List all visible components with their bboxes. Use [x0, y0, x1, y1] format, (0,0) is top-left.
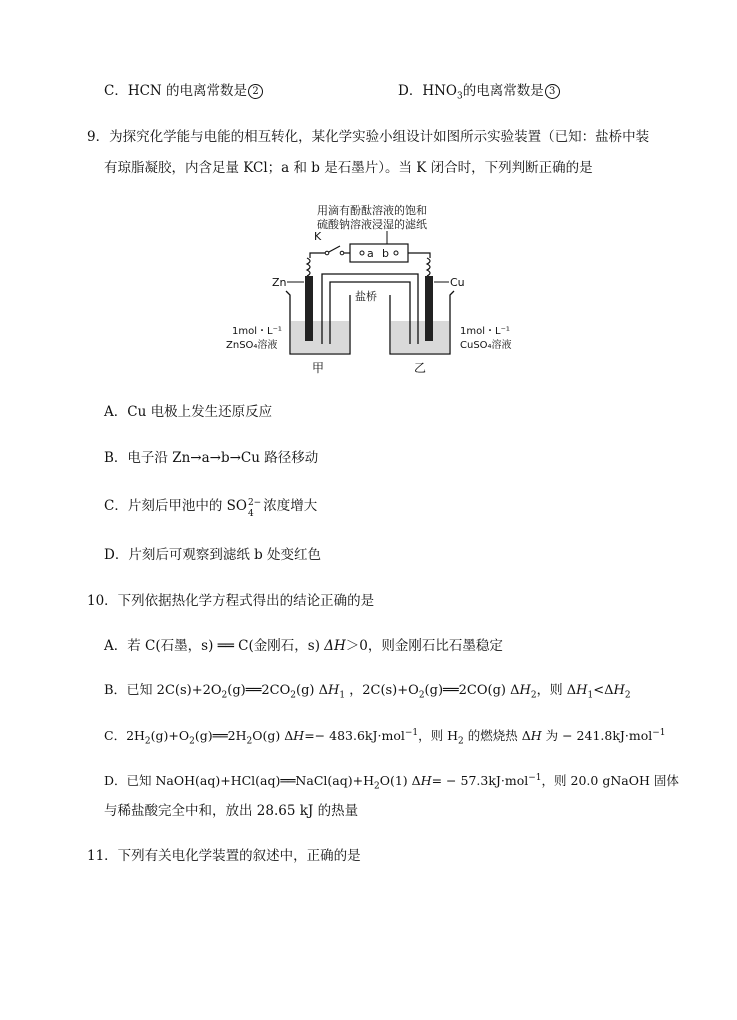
- left-solution: ZnSO₄溶液: [226, 340, 278, 351]
- t: ，2C(s)+O: [345, 683, 419, 698]
- subscript: 1: [339, 690, 346, 701]
- q8-option-c-text: C．HCN 的电离常数是: [104, 83, 248, 99]
- sulfate-charge: [247, 497, 262, 519]
- t: H: [293, 728, 305, 743]
- subscript: 2: [458, 736, 464, 747]
- q8-option-d: [398, 82, 560, 100]
- t: C．2H: [104, 728, 145, 743]
- superscript: −1: [652, 727, 666, 738]
- t: (g)══2CO(g) Δ: [424, 683, 520, 698]
- q8-option-d-text: D．HNO: [398, 83, 457, 99]
- delta-h: ΔH: [324, 638, 346, 654]
- wire-left: [310, 253, 327, 258]
- subscript: 2: [373, 781, 380, 792]
- subscript: 3: [456, 91, 463, 102]
- superscript: −1: [404, 727, 419, 738]
- filter-paper: [350, 244, 408, 262]
- right-solution: CuSO₄溶液: [460, 340, 512, 351]
- q10-option-a-text: A．若 C(石墨，s) ══ C(金刚石，s): [104, 638, 325, 654]
- t: = − 57.3kJ·mol: [431, 773, 529, 788]
- filter-paper-label-2: 硫酸钠溶液浸湿的滤纸: [317, 218, 427, 231]
- t: (g)+O: [150, 728, 190, 743]
- t: ，则 H: [418, 728, 459, 743]
- t: H: [519, 683, 531, 698]
- q8-option-d-rest: 的电离常数是: [462, 83, 544, 99]
- t: O(1) Δ: [379, 773, 421, 788]
- wire-right: [408, 253, 430, 258]
- label-salt-bridge: 盐桥: [355, 290, 377, 303]
- q9-option-a: A．Cu 电极上发生还原反应: [104, 404, 273, 420]
- superscript: −1: [528, 772, 542, 783]
- t: ，则 Δ: [536, 683, 577, 698]
- subscript: 1: [587, 690, 594, 701]
- t: 为 − 241.8kJ·mol: [541, 728, 653, 743]
- subscript: 2: [530, 690, 537, 701]
- spring-right: [427, 258, 430, 276]
- right-concentration: 1mol・L⁻¹: [460, 326, 510, 337]
- label-yi: 乙: [414, 361, 427, 375]
- galvanic-cell-figure: [222, 196, 522, 376]
- label-k: K: [314, 230, 322, 243]
- q10-option-d-line1: [104, 772, 679, 790]
- t: O(g) Δ: [252, 728, 294, 743]
- filter-paper-label-1: 用滴有酚酞溶液的饱和: [317, 204, 427, 217]
- circled-number: 2: [248, 84, 263, 99]
- q9-stem-line2: 有琼脂凝胶，内含足量 KCl；a 和 b 是石墨片）。当 K 闭合时，下列判断正确的是: [104, 160, 593, 176]
- q9-option-b: B．电子沿 Zn→a→b→Cu 路径移动: [104, 450, 319, 466]
- t: H: [530, 728, 542, 743]
- q9-option-c: [104, 497, 318, 519]
- label-b: b: [382, 247, 389, 260]
- zn-solution: [291, 321, 349, 353]
- q10-option-a-post: ＞0，则金刚石比石墨稳定: [345, 638, 503, 654]
- spring-left: [307, 258, 310, 276]
- q9-option-d: D．片刻后可观察到滤纸 b 处变红色: [104, 547, 322, 563]
- subscript: 2: [221, 690, 228, 701]
- t: (g) Δ: [296, 683, 329, 698]
- t: 的燃烧热 Δ: [463, 728, 531, 743]
- t: ，则 20.0 gNaOH 固体: [541, 773, 679, 788]
- t: B．已知 2C(s)+2O: [104, 683, 222, 698]
- label-jia: 甲: [312, 361, 325, 375]
- cu-solution: [391, 321, 449, 353]
- left-concentration: 1mol・L⁻¹: [232, 326, 282, 337]
- t: (g)══2H: [194, 728, 247, 743]
- subscript: 2: [189, 736, 195, 747]
- subscript: 2: [144, 736, 151, 747]
- subscript: 2: [624, 690, 631, 701]
- q10-option-a: [104, 637, 503, 655]
- t: (g)══2CO: [227, 683, 291, 698]
- label-zn: Zn: [272, 276, 287, 289]
- subscript: 2: [418, 690, 425, 701]
- label-a: a: [367, 247, 374, 260]
- q11-stem: 11．下列有关电化学装置的叙述中，正确的是: [87, 848, 361, 864]
- t: H: [328, 683, 340, 698]
- t: <Δ: [593, 683, 614, 698]
- switch-contact: [340, 251, 344, 255]
- q10-option-d-line2: 与稀盐酸完全中和，放出 28.65 kJ 的热量: [104, 803, 359, 819]
- q10-option-b: [104, 682, 631, 700]
- q9-stem-line1: 9．为探究化学能与电能的相互转化，某化学实验小组设计如图所示实验装置（已知：盐桥中装: [87, 129, 650, 145]
- t: =− 483.6kJ·mol: [304, 728, 405, 743]
- t: H: [613, 683, 625, 698]
- circled-number: 3: [545, 84, 560, 99]
- subscript: 4: [247, 509, 254, 519]
- subscript: 2: [290, 690, 297, 701]
- q10-option-c: [104, 727, 666, 745]
- q10-stem: 10．下列依据热化学方程式得出的结论正确的是: [87, 593, 375, 609]
- electrode-b-dot: [394, 251, 398, 255]
- switch-pivot: [325, 251, 329, 255]
- superscript: 2−: [247, 498, 262, 508]
- label-cu: Cu: [450, 276, 465, 289]
- electrode-a-dot: [360, 251, 364, 255]
- t: H: [576, 683, 588, 698]
- t: H: [420, 773, 432, 788]
- q8-option-c: [104, 82, 263, 100]
- q9-option-c-text: C．片刻后甲池中的 SO: [104, 498, 247, 514]
- subscript: 2: [246, 736, 253, 747]
- q9-option-c-post: 浓度增大: [258, 498, 318, 514]
- t: D．已知 NaOH(aq)+HCl(aq)══NaCl(aq)+H: [104, 773, 374, 788]
